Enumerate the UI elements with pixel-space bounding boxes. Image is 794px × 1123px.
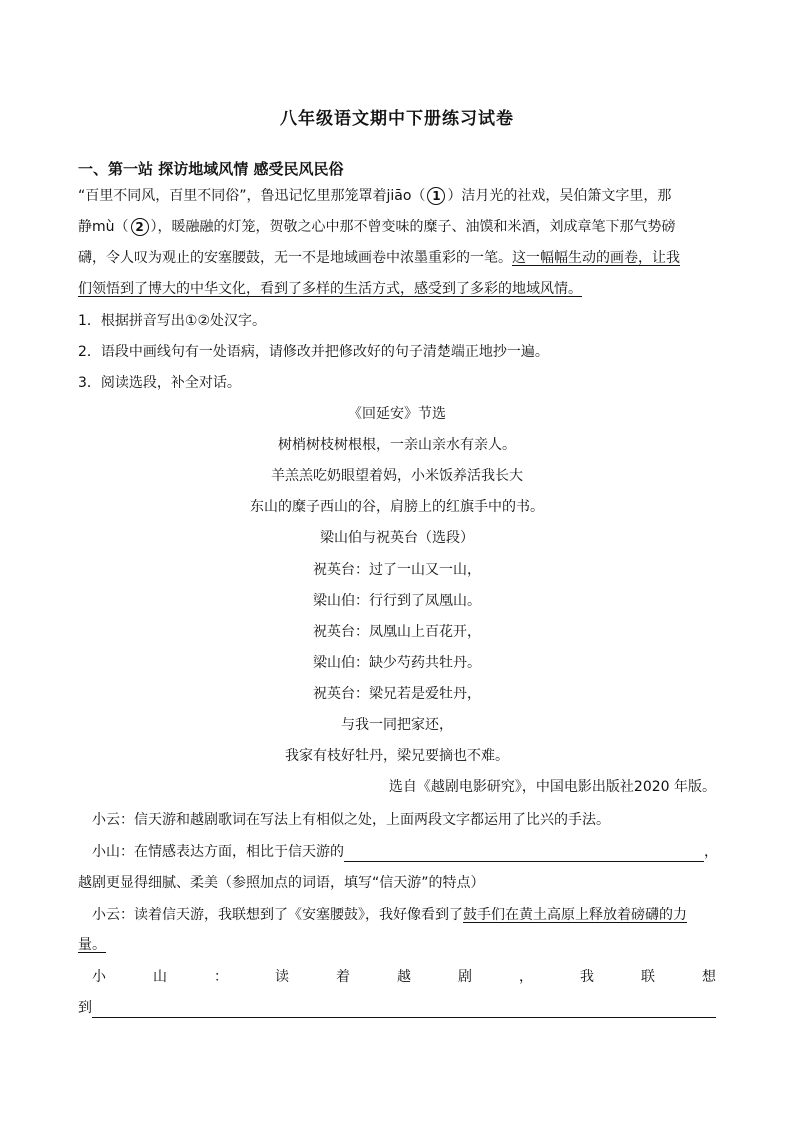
spread-char: 我 bbox=[580, 969, 594, 985]
section-heading: 一、第一站 探访地域风情 感受民风民俗 bbox=[78, 160, 344, 178]
passage-line-2 bbox=[78, 217, 716, 237]
passage-text: “百里不同风，百里不同俗”，鲁迅记忆里那笼罩着jiāo（ bbox=[78, 188, 426, 204]
poem2-title: 梁山伯与祝英台（选段） bbox=[320, 530, 474, 546]
dialogue-line-2b: 越剧更显得细腻、柔美（参照加点的词语，填写“信天游”的特点） bbox=[78, 875, 485, 891]
poem1-line: 树梢树枝树根根，一亲山亲水有亲人。 bbox=[278, 437, 516, 453]
answer-blank-2[interactable] bbox=[92, 1003, 716, 1018]
poem2-line: 我家有枝好牡丹，梁兄要摘也不难。 bbox=[285, 748, 509, 764]
spread-char: 小 bbox=[92, 969, 106, 985]
blank-marker-1: 1 bbox=[427, 187, 445, 205]
spread-char: ： bbox=[214, 969, 228, 985]
dialogue-line-3b bbox=[78, 935, 716, 955]
poem1-line: 羊羔羔吃奶眼望着妈，小米饭养活我长大 bbox=[271, 468, 523, 484]
poem2-line: 祝英台：梁兄若是爱牡丹， bbox=[313, 686, 481, 702]
dialogue-line-4b bbox=[78, 998, 716, 1018]
poem2-line: 与我一同把家还， bbox=[341, 717, 453, 733]
dialogue-line-2 bbox=[78, 842, 730, 862]
underlined-phrase: 鼓手们在黄土高原上释放着磅礴的力 bbox=[463, 907, 687, 923]
question-2: 2．语段中画线句有一处语病，请修改并把修改好的句子清楚端正地抄一遍。 bbox=[78, 344, 549, 360]
passage-text: 静mù（ bbox=[78, 219, 129, 235]
poem2-line: 祝英台：过了一山又一山， bbox=[313, 562, 481, 578]
dialogue-line-4 bbox=[78, 967, 716, 987]
dialogue-text: 小山：在情感表达方面，相比于信天游的 bbox=[92, 844, 344, 860]
source-citation: 选自《越剧电影研究》，中国电影出版社2020 年版。 bbox=[388, 779, 716, 795]
poem2-line: 梁山伯：缺少芍药共牡丹。 bbox=[313, 655, 481, 671]
poem1-line: 东山的糜子西山的谷，肩膀上的红旗手中的书。 bbox=[250, 499, 544, 515]
answer-blank-1[interactable] bbox=[344, 847, 704, 862]
poem1-title: 《回延安》节选 bbox=[348, 406, 446, 422]
poem2-line: 梁山伯：行行到了凤凰山。 bbox=[313, 593, 481, 609]
dialogue-text: 小云：读着信天游，我联想到了《安塞腰鼓》，我好像看到了 bbox=[92, 907, 463, 923]
dialogue-text: ， bbox=[704, 844, 718, 860]
dialogue-line-1: 小云：信天游和越剧歌词在写法上有相似之处，上面两段文字都运用了比兴的手法。 bbox=[92, 812, 610, 828]
spread-char: ， bbox=[519, 969, 533, 985]
dialogue-line-3 bbox=[78, 905, 730, 925]
spread-char: 联 bbox=[641, 969, 655, 985]
poem2-line: 祝英台：凤凰山上百花开， bbox=[313, 624, 481, 640]
passage-line-1 bbox=[78, 186, 716, 206]
page-title: 八年级语文期中下册练习试卷 bbox=[280, 109, 514, 129]
spread-char: 越 bbox=[397, 969, 411, 985]
passage-text: ），暖融融的灯笼，贺敬之心中那不曾变味的糜子、油馍和米酒，刘成章笔下那气势磅 bbox=[150, 219, 676, 235]
passage-text: 礴，令人叹为观止的安塞腰鼓，无一不是地域画卷中浓墨重彩的一笔。 bbox=[78, 250, 512, 266]
underlined-sentence: 们领悟到了博大的中华文化，看到了多样的生活方式，感受到了多彩的地域风情。 bbox=[78, 281, 582, 297]
passage-text: ）洁月光的社戏，吴伯箫文字里，那 bbox=[447, 188, 672, 204]
question-3: 3．阅读选段，补全对话。 bbox=[78, 375, 241, 391]
spread-char: 想 bbox=[702, 969, 716, 985]
blank-marker-2: 2 bbox=[131, 218, 149, 236]
dialogue-text: 到 bbox=[78, 1000, 92, 1016]
passage-line-3 bbox=[78, 248, 716, 268]
spread-char: 剧 bbox=[458, 969, 472, 985]
spread-char: 读 bbox=[275, 969, 289, 985]
question-1: 1．根据拼音写出①②处汉字。 bbox=[78, 313, 267, 329]
spread-char: 山 bbox=[153, 969, 167, 985]
passage-line-4 bbox=[78, 279, 716, 299]
spread-char: 着 bbox=[336, 969, 350, 985]
underlined-sentence: 这一幅幅生动的画卷，让我 bbox=[512, 250, 680, 266]
underlined-phrase: 量。 bbox=[78, 937, 106, 953]
